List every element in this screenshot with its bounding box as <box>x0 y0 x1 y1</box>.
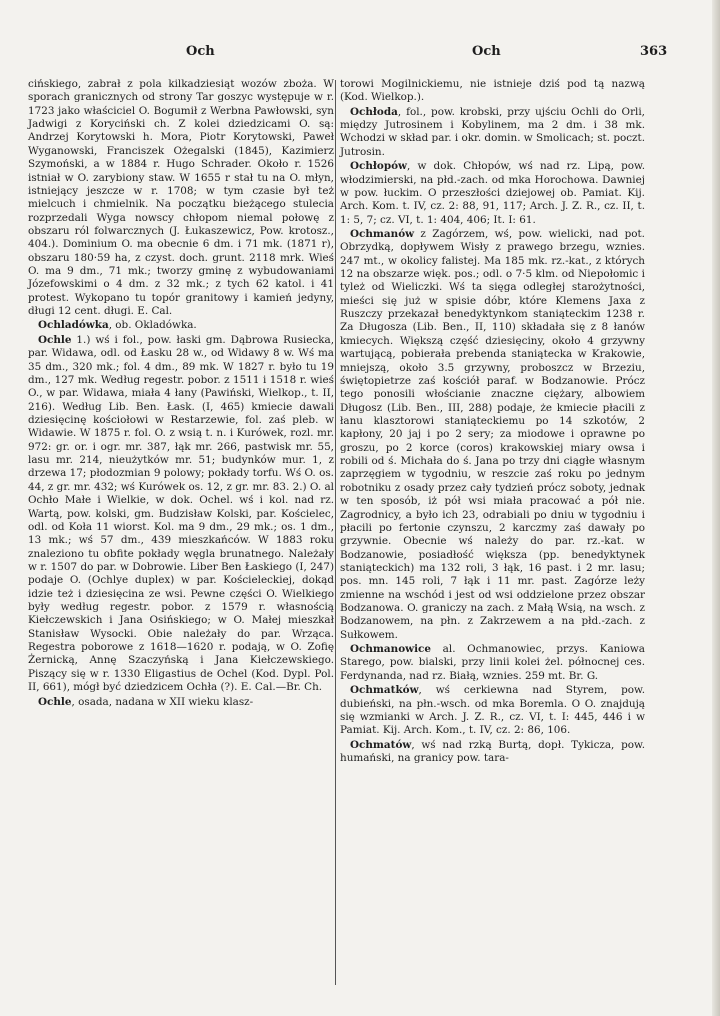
entry-text: , wś nad rzką Burtą, dopł. Tykicza, pow. humański, na granicy pow. tara- <box>340 738 645 764</box>
entry-headword: Ochmatków <box>350 684 419 697</box>
dictionary-entry <box>28 319 334 332</box>
entry-headword: Ochłoda <box>350 105 398 118</box>
entry-text: cińskiego, zabrał z pola kilkadziesiąt wozów zboża. W sporach granicznych od strony Tar goszyc występuje w r. 1723 jako właściciel O. Bogumił z Werbna Pawłowski, syn Jadwigi z Koryciński ch. Z kolei dziedzicami O. są: Andrzej Korytowski h. Mora, Piotr Korytowski, Paweł Wyganowski, Franciszek Ożegalski (1845), Kazimierz Szymoński, a w 1884 r. Hugo Schrader. Około r. 1526 istniał w O. zarybiony staw. W 1655 r stał tu na O. młyn, istniejący jeszcze w r. 1708; w tym czasie był też mielcuch i chmielnik. Na początku bieżącego stulecia rozprzedali Wyga nowscy chłopom niemal połowę z obszaru ról folwarcznych (J. Łukaszewicz, Pow. krotosz., 404.). Dominium O. ma obecnie 6 dm. i 71 mk. (1871 r), obszaru 180·59 ha, z czyst. doch. grunt. 2118 mrk. Wieś O. ma 9 dm., 71 mk.; tworzy gminę z wybudowaniami Józefowskimi o 4 dm. z 32 mk.; z tych 62 katol. i 41 protest. Wykopano tu topór granitowy i kamień jedyny, długi 12 cent. długi. E. Cal. <box>28 78 334 318</box>
column-divider <box>335 80 336 985</box>
entry-text: torowi Mogilnickiemu, nie istnieje dziś pod tą nazwą (Kod. Wielkop.). <box>340 78 645 104</box>
entry-headword: Ochle <box>38 333 72 346</box>
page-number: 363 <box>640 44 668 59</box>
entry-headword: Ochmanowice <box>350 643 431 656</box>
page-edge <box>712 0 720 1016</box>
right-column <box>340 78 645 766</box>
dictionary-entry <box>340 106 645 159</box>
entry-text: , osada, nadana w XII wieku klasz- <box>71 695 254 708</box>
entry-text: 1.) wś i fol., pow. łaski gm. Dąbrowa Rusiecka, par. Widawa, odl. od Łasku 28 w., od Widawy 8 w. Wś ma 35 dm., 320 mk.; fol. 4 dm., 89 mk. W 1827 r. było tu 19 dm., 127 mk. Według regestr. pobor. z 1511 i 1518 r. wieś O., w par. Widawa, miała 4 łany (Pawiński, Wielkop., t. II, 216). Według Lib. Ben. Łask. (I, 465) kmiecie dawali dziesięcinę kościołowi w Restarzewie, fol. zaś pleb. w Widawie. W 1875 r. fol. O. z wsią t. n. i Kurówek, rozl. mr. 972: gr. or. i ogr. mr. 387, łąk mr. 266, pastwisk mr. 55, lasu mr. 214, nieużytków mr. 51; budynków mur. 1, z drzewa 17; płodozmian 9 polowy; pokłady torfu. Wś O. os. 44, z gr. mr. 432; wś Kurówek os. 12, z gr. mr. 83. 2.) O. al Ochło Małe i Wielkie, w dok. Ochel. wś i kol. nad rz. Wartą, pow. kolski, gm. Budzisław Kolski, par. Kościelec, odl. od Koła 11 wiorst. Kol. ma 9 dm., 29 mk.; os. 1 dm., 13 mk.; wś 57 dm., 439 mieszkańców. W 1883 roku znaleziono tu obfite pokłady węgla brunatnego. Należały w r. 1507 do par. w Dobrowie. Liber Ben Łaskiego (I, 247) podaje O. (Ochlye duplex) w par. Kościeleckiej, dokąd idzie też i dziesięcina ze wsi. Pewne części O. Wielkiego były według regestr. pobor. z 1579 r. własnością Kiełczewskich i Jana Osińskiego; w O. Małej mieszkał Stanisław Wysocki. Obie należały do par. Wrząca. Regestra poborowe z 1618—1620 r. podają, w O. Zofię Żernicką, Annę Szaczyńską i Jana Kiełczewskiego. Piszący się w r. 1330 Eligastius de Ochel (Kod. Dypl. Pol. II, 661), mógł być dziedzicem Ochła (?). E. Cal.—Br. Ch. <box>28 333 334 694</box>
dictionary-entry <box>340 739 645 766</box>
entry-paragraph <box>340 106 645 159</box>
entry-paragraph <box>28 319 334 332</box>
running-head-left: Och <box>186 44 215 59</box>
entry-headword: Ochladówka <box>38 319 109 332</box>
entry-text: , fol., pow. krobski, przy ujściu Ochli do Orli, między Jutrosinem i Kobylinem, ma 2 dm. i 38 mk. Wchodzi w skład par. i okr. domin. w Smolicach; st. poczt. Jutrosin. <box>340 105 645 158</box>
entry-paragraph <box>28 78 334 318</box>
entry-headword: Ochmatów <box>350 738 412 751</box>
dictionary-entry <box>28 78 334 318</box>
entry-paragraph <box>28 334 334 695</box>
entry-text: , w dok. Chłopów, wś nad rz. Lipą, pow. włodzimierski, na płd.-zach. od mka Horochowa. Dawniej w pow. łuckim. O przeszłości dziejowej ob. Pamiat. Kij. Arch. Kom. t. IV, cz. 2: 88, 91, 117; Arch. J. Z. R., cz. II, t. 1: 5, 7; cz. VI, t. 1: 404, 406; It. I: 61. <box>340 160 645 226</box>
entry-headword: Ochmanów <box>350 227 415 240</box>
dictionary-entry <box>340 643 645 683</box>
dictionary-entry <box>340 78 645 105</box>
entry-paragraph <box>340 643 645 683</box>
entry-paragraph <box>340 160 645 227</box>
entry-headword: Ochłopów <box>350 160 408 173</box>
dictionary-entry <box>28 696 334 709</box>
entry-text: z Zagórzem, wś, pow. wielicki, nad pot. Obrzydką, dopływem Wisły z prawego brzegu, wznies. 247 mt., w okolicy falistej. Ma 185 mk. rz.-kat., z których 12 na obszarze więk. pos.; odl. o 7·5 klm. od Niepołomic i tyleż od Wieliczki. Wś ta sięga odległej starożytności, mieści się już w spisie dóbr, które Klemens Jaxa z Ruszczy przekazał benedyktynkom staniąteckim 1238 r. Za Długosza (Lib. Ben., II, 110) składała się z 8 łanów kmiecych. Większą część dziesięciny, około 4 grzywny wartującą, pobierała prebenda staniątecka w Krakowie, mniejszą, około 3.5 grzywny, proboszcz w Brzeziu, świętopietrze zaś kościół paraf. w Bodzanowie. Prócz tego ponosili włościanie znaczne ciężary, albowiem Długosz (Lib. Ben., III, 288) podaje, że kmiecie płacili z łanu klasztorowi staniąteckiemu po 14 szkotów, 2 kapłony, 20 jaj i po 2 sery; za miodowe i oprawne po groszu, po 2 korce (coros) krakowskiej miary owsa i robili od ś. Michała do ś. Jana po trzy dni ciągłe własnym zaprzęgiem w tygodniu, w reszcie zaś roku po jednym robotniku z osady przez cały tydzień prócz soboty, jednak w ten sposób, iż pół wsi miała pracować a pół nie. Zagrodnicy, a było ich 23, odrabiali po dniu w tygodniu i płacili po fertonie czynszu, 2 karczmy zaś dawały po grzywnie. Obecnie wś należy do par. rz.-kat. w Bodzanowie, posiadłość większa (pp. benedyktynek staniąteckich) ma 132 roli, 3 łąk, 16 past. i 2 mr. lasu; pos. mn. 145 roli, 7 łąk i 11 mr. past. Zagórze leży zmienne na wschód i jest od wsi oddzielone przez obszar Bodzanowa. O. graniczy na zach. z Małą Wsią, na wsch. z Bodzanowem, na płn. z Zakrzewem a na płd.-zach. z Sułkowem. <box>340 227 645 641</box>
dictionary-entry <box>340 684 645 737</box>
dictionary-entry <box>28 334 334 695</box>
left-column <box>28 78 334 710</box>
entry-headword: Ochle <box>38 695 72 708</box>
entry-text: al. Ochmanowiec, przys. Kaniowa Starego, pow. bialski, przy linii kolei żel. północnej ces. Ferdynanda, nad rz. Białą, wznies. 259 mt. Br. G. <box>340 643 645 682</box>
entry-paragraph <box>340 739 645 766</box>
dictionary-entry <box>340 228 645 642</box>
entry-text: , wś cerkiewna nad Styrem, pow. dubieński, na płn.-wsch. od mka Boremla. O O. znajdują się wzmianki w Arch. J. Z. R., cz. VI, t. I: 445, 446 i w Pamiat. Kij. Arch. Kom., t. IV, cz. 2: 86, 106. <box>340 684 645 737</box>
entry-paragraph <box>340 78 645 105</box>
running-header <box>0 44 720 64</box>
entry-paragraph <box>340 228 645 642</box>
entry-text: , ob. Okladówka. <box>108 319 197 332</box>
entry-paragraph <box>28 696 334 709</box>
dictionary-entry <box>340 160 645 227</box>
entry-paragraph <box>340 684 645 737</box>
running-head-right: Och <box>472 44 501 59</box>
